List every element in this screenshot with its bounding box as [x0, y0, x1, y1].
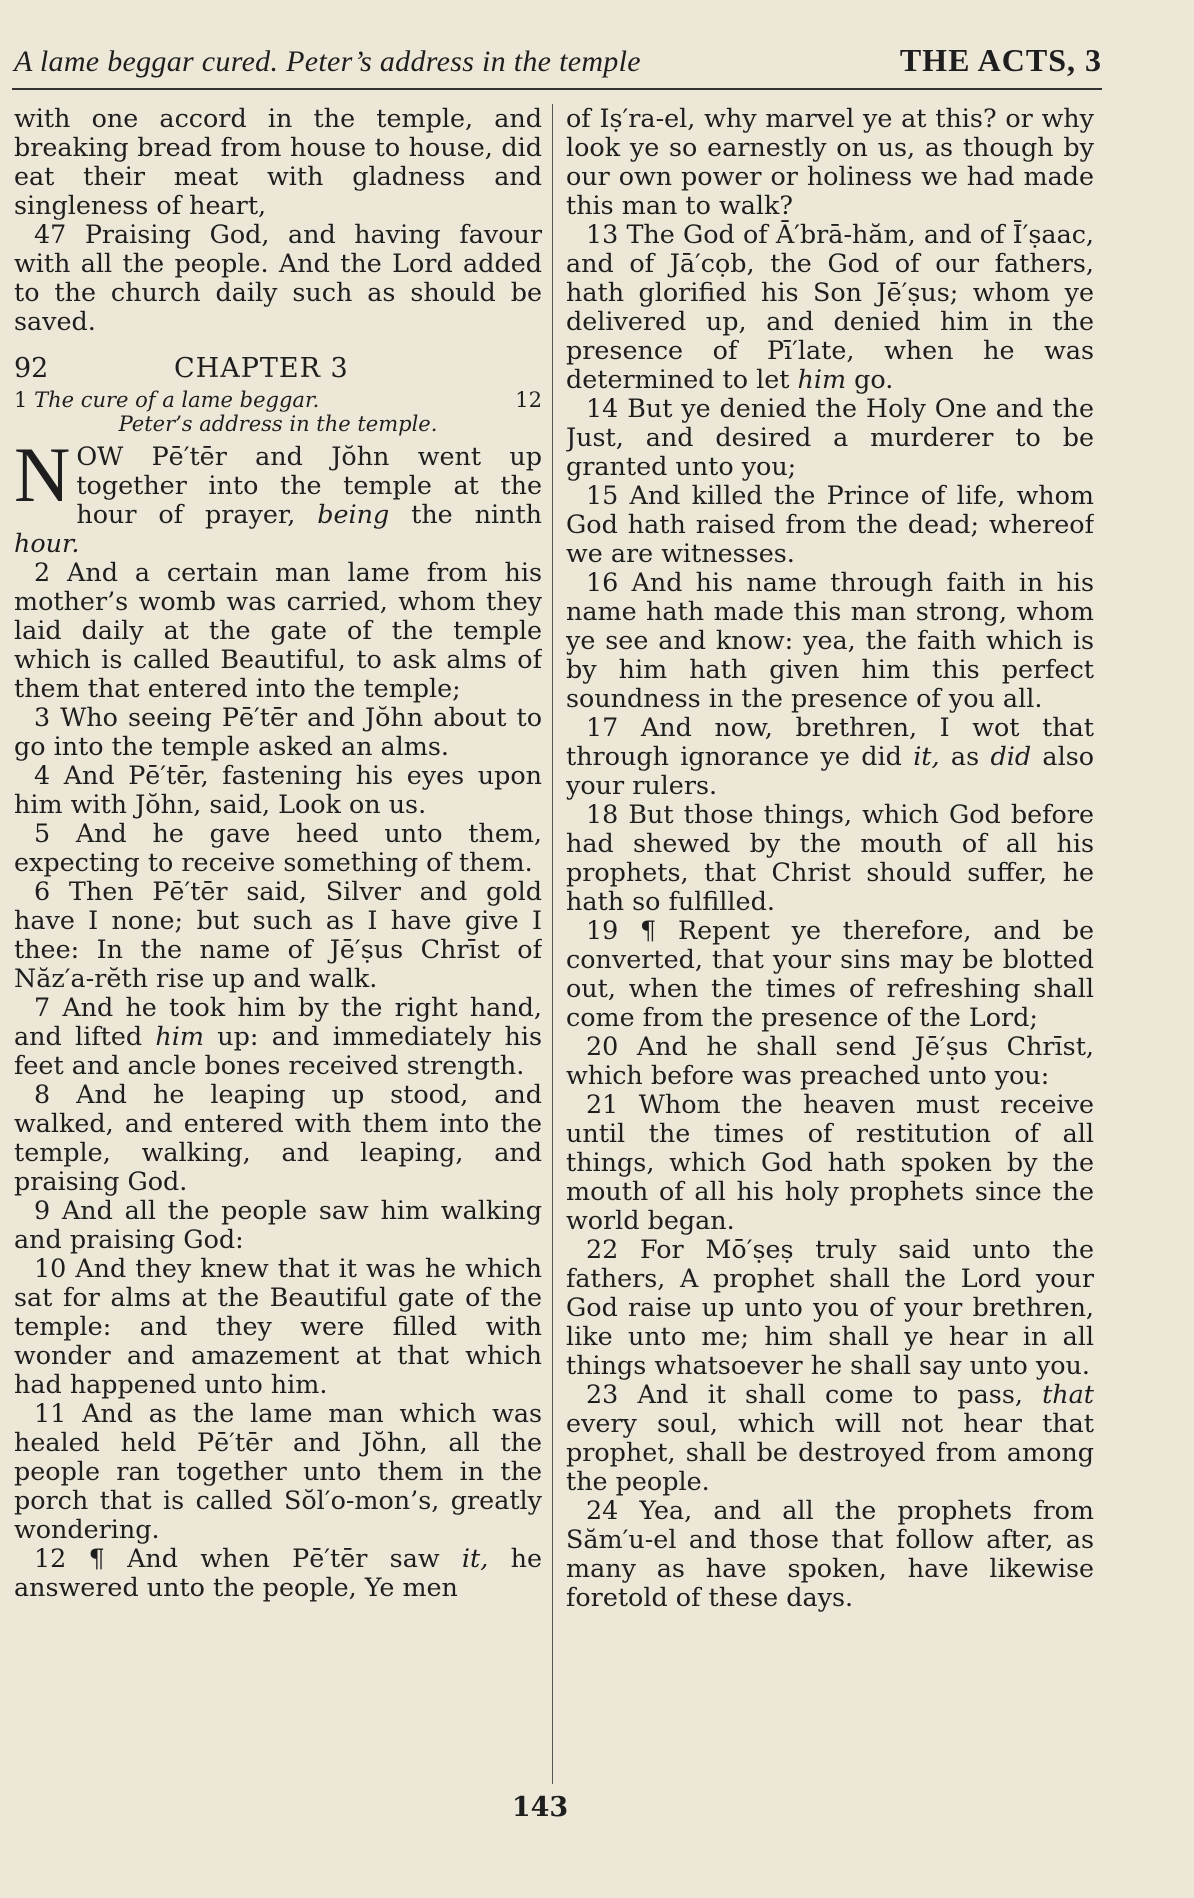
- verse-7-italic: him: [155, 1021, 204, 1051]
- chapter-summary: [14, 388, 542, 436]
- verse-1-text: OW Pē′tēr and Jŏhn went up together into the temple at the hour of prayer,: [76, 441, 542, 529]
- verse-7-text: 7 And he took him by the right hand, and lifted: [14, 992, 542, 1051]
- verse-5: 5 And he gave heed unto them, expecting to receive something of them.: [14, 818, 542, 877]
- chapter-index: 92: [14, 353, 49, 384]
- summary-text-2: Peter’s address in the temple.: [118, 412, 438, 436]
- verse-3: 3 Who seeing Pē′tēr and Jŏhn about to go into the temple asked an alms.: [14, 702, 542, 761]
- verse-14: 14 But ye denied the Holy One and the Just, and desired a murderer to be granted unto you;: [566, 393, 1094, 481]
- verse-17-italic: it,: [913, 741, 940, 771]
- verse-17-text: 17 And now, brethren, I wot that through ignorance ye did: [566, 712, 1094, 771]
- verse-6: 6 Then Pē′tēr said, Silver and gold have I none; but such as I have give I thee: In the name of Jē′ṣus Chrīst of Năz′a-rĕth rise up and walk.: [14, 876, 542, 993]
- verse-17: [566, 713, 1094, 800]
- verse-13: [566, 220, 1094, 394]
- column-divider: [552, 104, 553, 1784]
- right-column: [566, 104, 1094, 1784]
- verse-13-end: go.: [846, 364, 894, 394]
- verse-1-italic-2: hour.: [14, 528, 80, 558]
- verse-13-italic: him: [797, 364, 847, 394]
- verse-7-text-b: up: and immediately his feet and ancle bones received strength.: [14, 1021, 542, 1080]
- verse-23-text-b: every soul, which will not hear that prophet, shall be destroyed from among the people.: [566, 1408, 1094, 1496]
- verse-21: 21 Whom the heaven must receive until the times of restitution of all things, which God hath spoken by the mouth of all his holy prophets since the world began.: [566, 1089, 1094, 1235]
- verse-12-text: 12 ¶ And when Pē′tēr saw: [34, 1543, 462, 1573]
- verse-4: 4 And Pē′tēr, fastening his eyes upon him with Jŏhn, said, Look on us.: [14, 760, 542, 819]
- summary-verse-1: 1: [14, 388, 28, 412]
- verse-23-text: 23 And it shall come to pass,: [586, 1379, 1043, 1409]
- verse-12-text-b: he answered unto the people, Ye men: [14, 1543, 542, 1602]
- verse-11: 11 And as the lame man which was healed held Pē′tēr and Jŏhn, all the people ran together unto them in the porch that is called Sŏl′o-mon’s, greatly wondering.: [14, 1398, 542, 1544]
- verse-20: 20 And he shall send Jē′ṣus Chrīst, which before was preached unto you:: [566, 1031, 1094, 1090]
- verse-45-continuation: with one accord in the temple, and breaking bread from house to house, did eat their meat with gladness and singleness of heart,: [14, 104, 542, 220]
- page-header: [14, 42, 1102, 92]
- verse-9: 9 And all the people saw him walking and praising God:: [14, 1195, 542, 1254]
- verse-1-text-b: the ninth: [389, 499, 542, 529]
- verse-12-continuation: of Iṣ′ra-el, why marvel ye at this? or why look ye so earnestly on us, as though by our own power or holiness we had made this man to walk?: [566, 104, 1094, 220]
- verse-17-text-b: as: [939, 741, 991, 771]
- verse-23: [566, 1380, 1094, 1496]
- verse-47: 47 Praising God, and having favour with all the people. And the Lord added to the church daily such as should be saved.: [14, 219, 542, 336]
- header-rule: [12, 88, 1102, 90]
- verse-12: [14, 1544, 542, 1602]
- verse-17-text-c: also your rulers.: [566, 741, 1094, 800]
- page-number: 143: [511, 1792, 569, 1823]
- verse-8: 8 And he leaping up stood, and walked, and entered with them into the temple, walking, and leaping, and praising God.: [14, 1079, 542, 1196]
- verse-19: 19 ¶ Repent ye therefore, and be converted, that your sins may be blotted out, when the times of refreshing shall come from the presence of the Lord;: [566, 915, 1094, 1032]
- verse-7: [14, 993, 542, 1080]
- verse-15: 15 And killed the Prince of life, whom God hath raised from the dead; whereof we are witnesses.: [566, 480, 1094, 568]
- summary-verse-12: 12: [515, 388, 542, 412]
- verse-24: 24 Yea, and all the prophets from Săm′u-el and those that follow after, as many as have spoken, have likewise foretold of these days.: [566, 1495, 1094, 1612]
- verse-22: 22 For Mō′ṣeṣ truly said unto the fathers, A prophet shall the Lord your God raise up unto you of your brethren, like unto me; him shall ye hear in all things whatsoever he shall say unto you.: [566, 1234, 1094, 1380]
- verse-18: 18 But those things, which God before had shewed by the mouth of all his prophets, that Christ should suffer, he hath so fulfilled.: [566, 799, 1094, 916]
- running-title: A lame beggar cured. Peter’s address in the temple: [14, 45, 641, 78]
- verse-13-text: 13 The God of Ā′brā-hăm, and of Ī′ṣaac, and of Jā′cọb, the God of our fathers, hath glorified his Son Jē′ṣus; whom ye delivered up, and denied him in the presence of Pī′late, when he was determined to let: [566, 219, 1094, 394]
- verse-16: 16 And his name through faith in his name hath made this man strong, whom ye see and know: yea, the faith which is by him hath given him this perfect soundness in the presence of you all.: [566, 567, 1094, 713]
- verse-1: [14, 431, 542, 558]
- verse-17-italic-2: did: [990, 741, 1032, 771]
- verse-1-italic: being: [317, 499, 390, 529]
- drop-cap: N: [14, 431, 71, 518]
- verse-12-italic: it,: [461, 1543, 489, 1573]
- summary-text-1: The cure of a lame beggar.: [34, 388, 320, 412]
- verse-2: 2 And a certain man lame from his mother’s womb was carried, whom they laid daily at the gate of the temple which is called Beautiful, to ask alms of them that entered into the temple;: [14, 557, 542, 703]
- left-column: [14, 104, 542, 1784]
- chapter-title: CHAPTER 3: [174, 353, 349, 384]
- verse-10: 10 And they knew that it was he which sat for alms at the Beautiful gate of the temple: and they were filled with wonder and amazement at that which had happened unto him.: [14, 1253, 542, 1399]
- verse-23-italic: that: [1042, 1379, 1094, 1409]
- chapter-heading: [14, 354, 542, 388]
- book-chapter-label: THE ACTS, 3: [899, 42, 1102, 78]
